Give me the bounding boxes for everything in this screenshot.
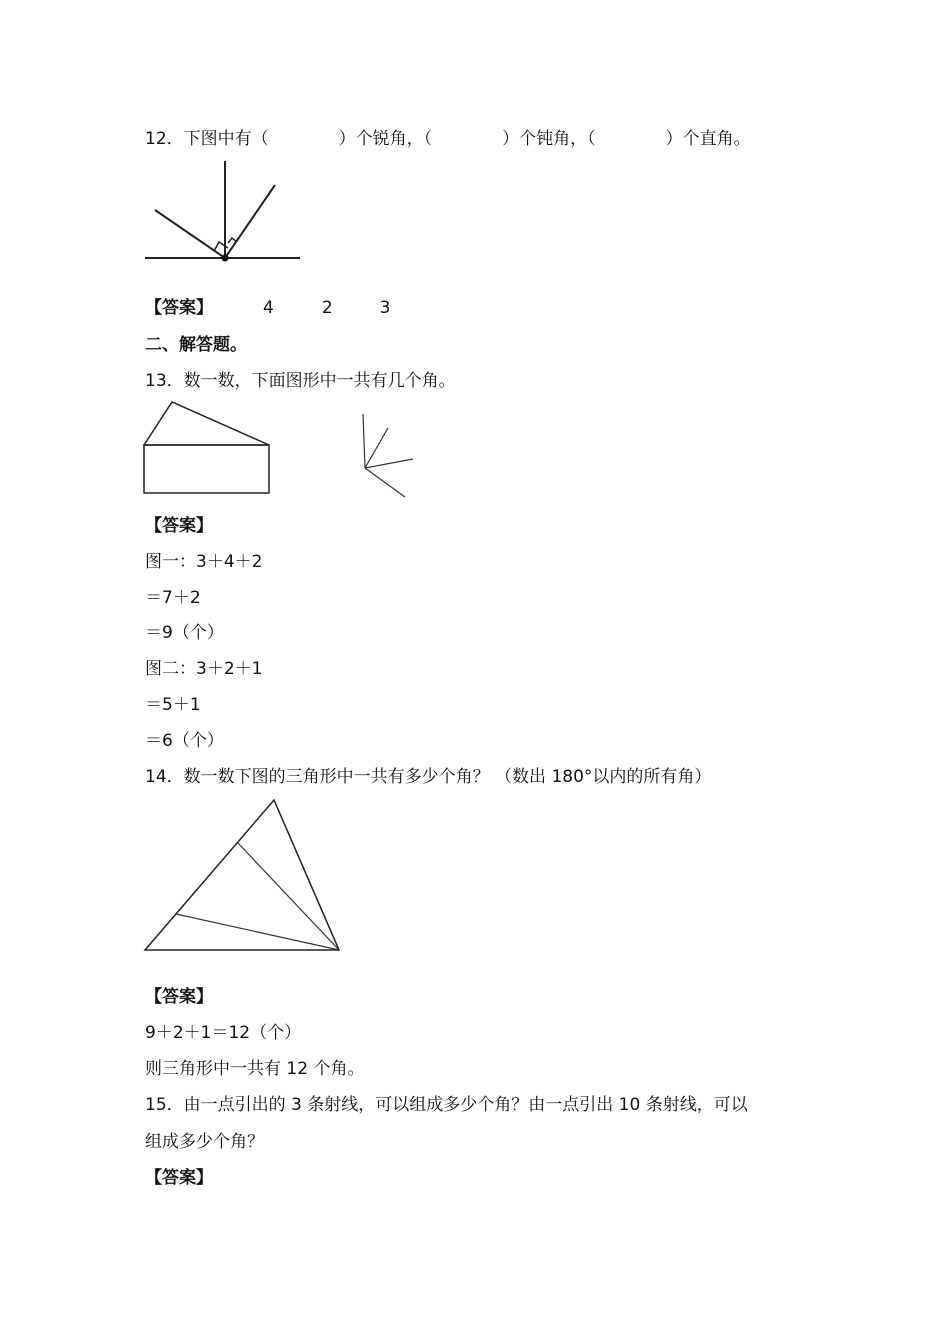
q13-fig2-ray-1 bbox=[363, 414, 365, 468]
q14-triangle bbox=[145, 800, 339, 950]
q14-inner-line-2 bbox=[176, 914, 339, 950]
q14-inner-line-1 bbox=[237, 842, 339, 950]
q13-answer-line-2: ＝7＋2 bbox=[145, 588, 201, 608]
question-13: 13．数一数，下面图形中一共有几个角。 bbox=[145, 371, 456, 391]
section-2-title: 二、解答题。 bbox=[145, 335, 247, 355]
q13-figure-1 bbox=[140, 398, 275, 498]
q14-triangle-figure bbox=[140, 795, 345, 955]
q14-answer-label: 【答案】 bbox=[145, 987, 213, 1007]
q13-fig2-ray-4 bbox=[365, 468, 405, 497]
question-14: 14．数一数下图的三角形中一共有多少个角？ （数出 180°以内的所有角） bbox=[145, 767, 712, 787]
q14-answer-line-2: 则三角形中一共有 12 个角。 bbox=[145, 1059, 365, 1079]
q13-fig1-rectangle bbox=[144, 445, 269, 493]
q13-answer-line-4: 图二：3＋2＋1 bbox=[145, 659, 263, 679]
q13-answer-line-1: 图一：3＋4＋2 bbox=[145, 552, 263, 572]
q12-text-part2: ）个锐角，（ bbox=[338, 129, 433, 149]
q13-fig2-ray-3 bbox=[365, 459, 413, 468]
q13-answer-line-5: ＝5＋1 bbox=[145, 695, 201, 715]
question-15-line-2: 组成多少个角？ bbox=[145, 1132, 264, 1152]
q13-answer-line-3: ＝9（个） bbox=[145, 623, 224, 643]
q15-answer-label: 【答案】 bbox=[145, 1168, 213, 1188]
q12-answer bbox=[145, 297, 390, 319]
q13-figure-2 bbox=[355, 410, 420, 502]
q12-answer-label: 【答案】 bbox=[145, 298, 213, 318]
q12-text-part3: ）个钝角，（ bbox=[502, 129, 596, 149]
question-15-line-1: 15．由一点引出的 3 条射线，可以组成多少个角？由一点引出 10 条射线，可以 bbox=[145, 1095, 748, 1115]
q12-vertex-dot bbox=[222, 255, 229, 262]
q12-answer-acute: 4 bbox=[263, 298, 274, 318]
q13-fig2-ray-2 bbox=[365, 428, 388, 468]
q12-right-ray bbox=[225, 185, 275, 258]
q14-answer-line-1: 9＋2＋1＝12（个） bbox=[145, 1023, 302, 1043]
q12-text-part4: ）个直角。 bbox=[665, 129, 751, 149]
q13-fig1-triangle bbox=[144, 402, 269, 445]
q13-answer-label: 【答案】 bbox=[145, 516, 213, 536]
q12-answer-obtuse: 2 bbox=[321, 298, 333, 318]
q12-answer-right: 3 bbox=[379, 298, 391, 318]
q13-answer-line-6: ＝6（个） bbox=[145, 731, 224, 751]
question-12 bbox=[145, 128, 751, 150]
q12-angle-figure bbox=[140, 158, 310, 268]
q12-text-part1: 12．下图中有（ bbox=[145, 129, 269, 149]
